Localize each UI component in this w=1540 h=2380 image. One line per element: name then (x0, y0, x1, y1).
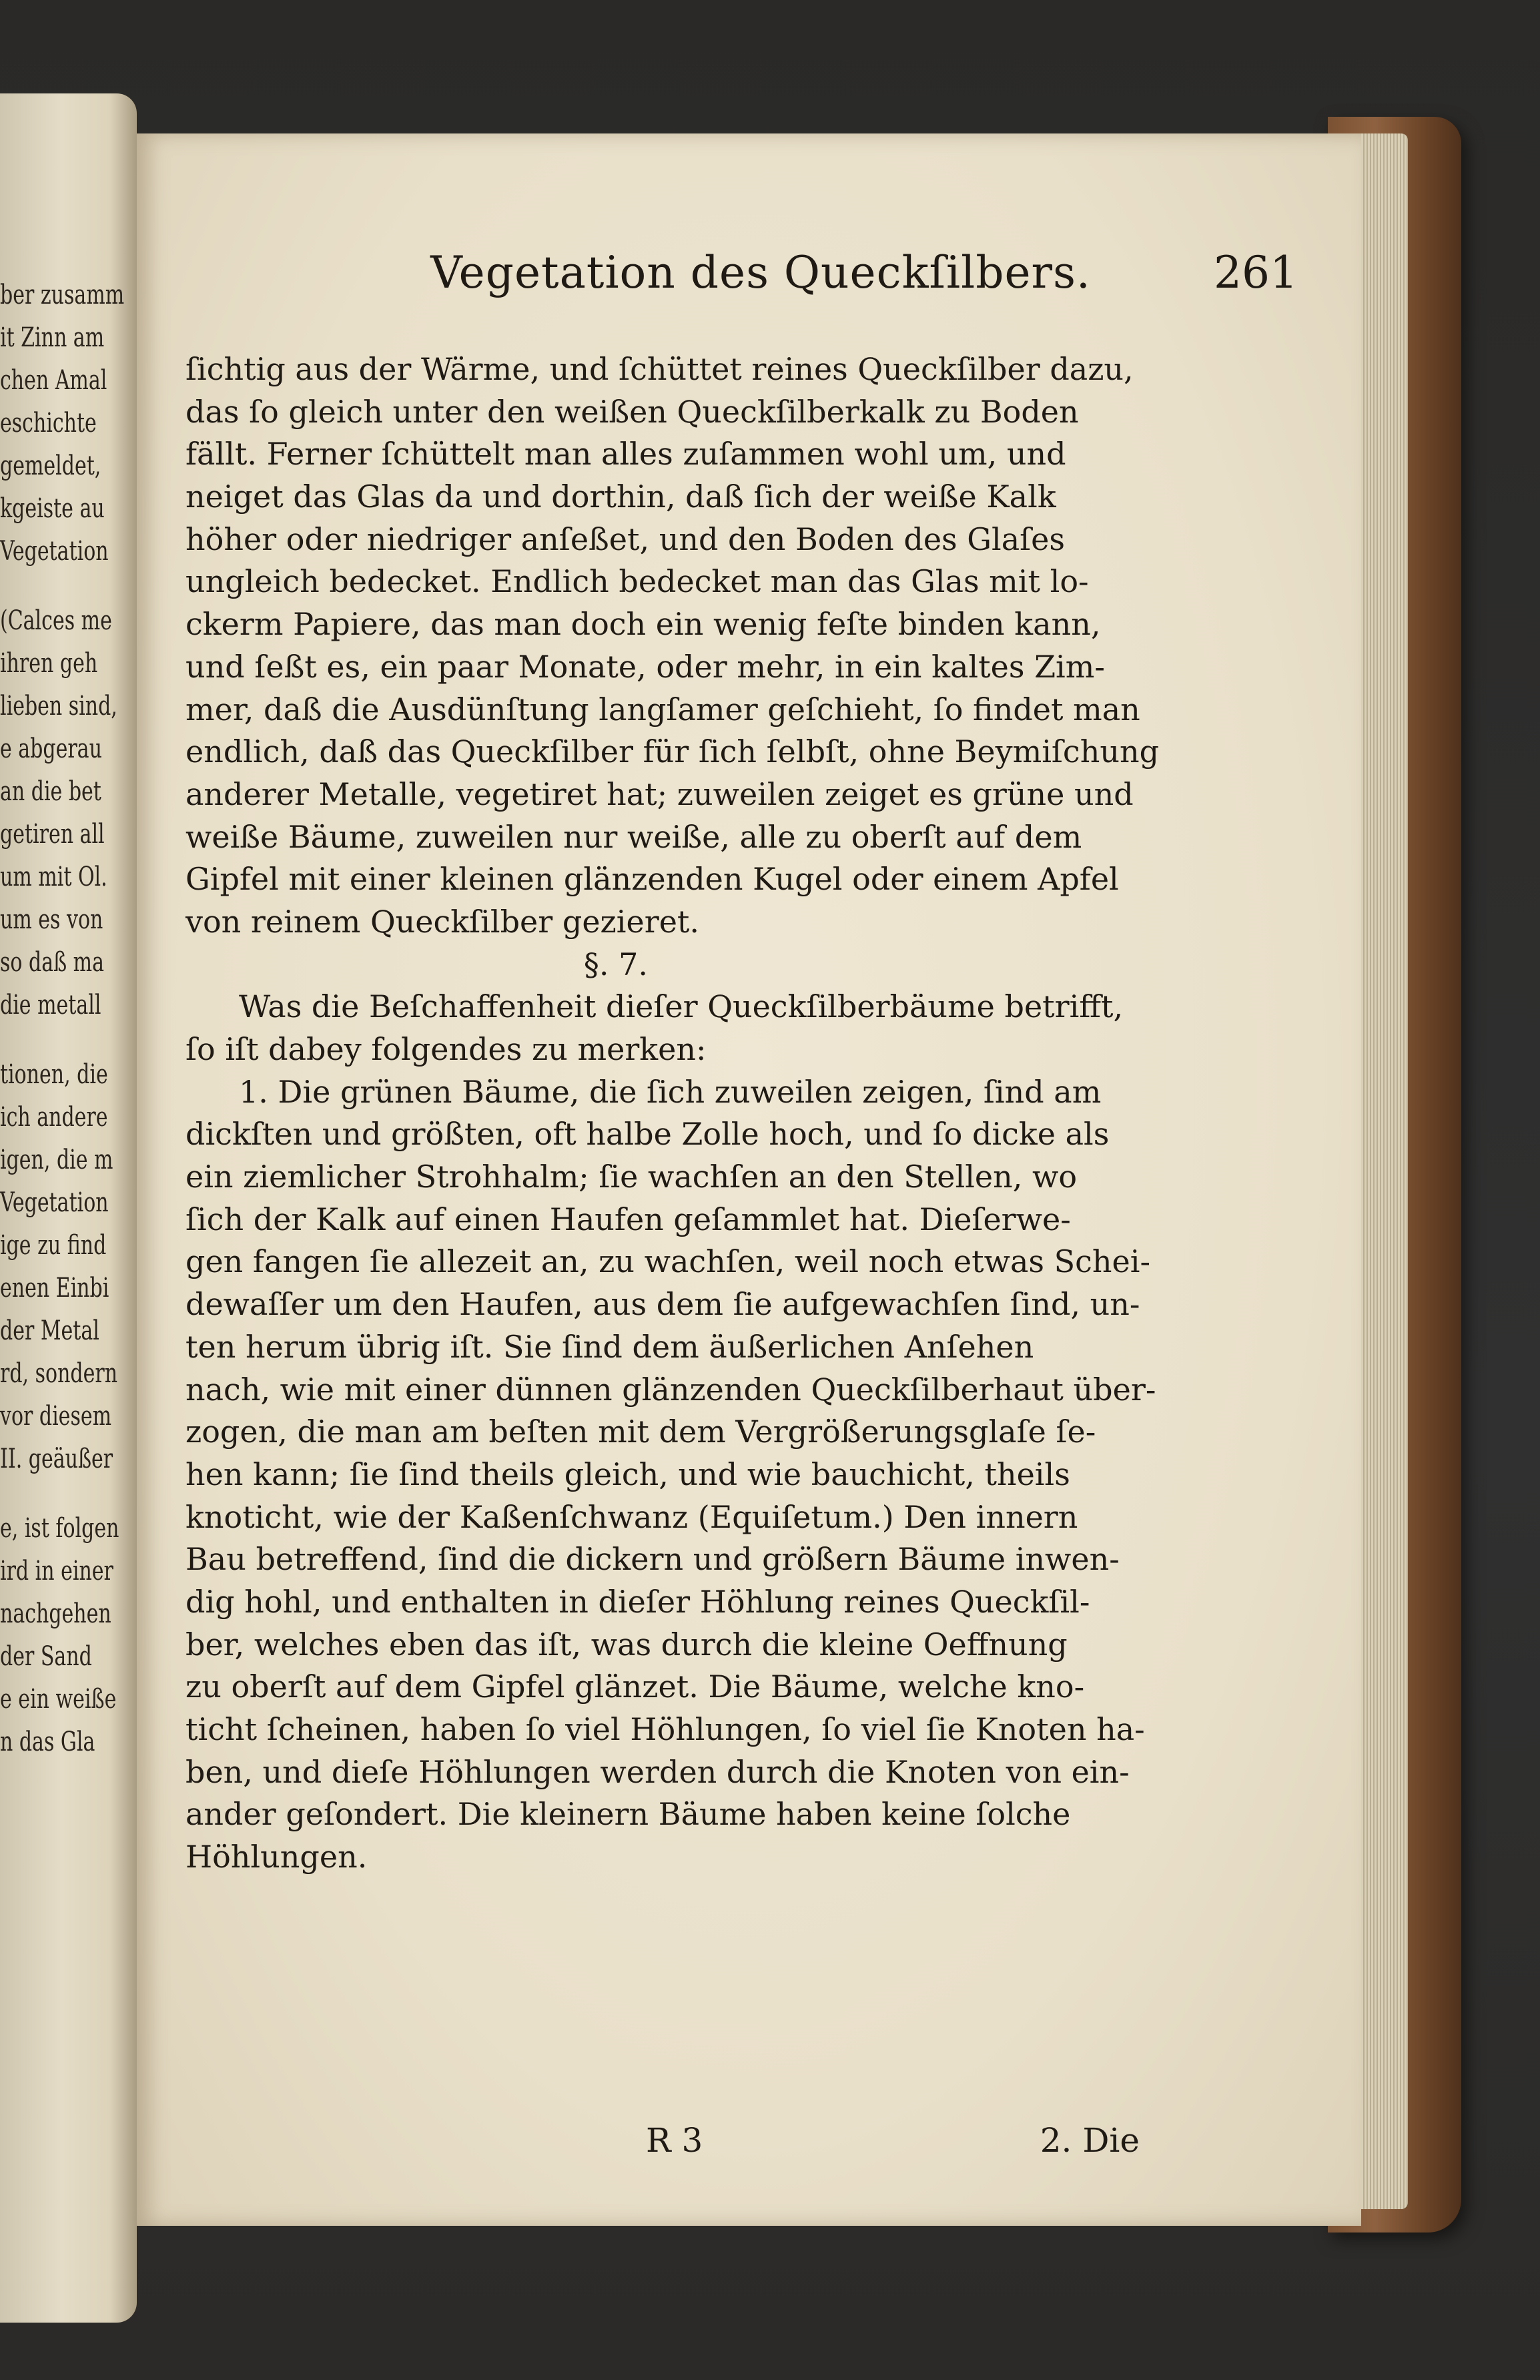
page-edges (1358, 133, 1408, 2209)
left-line: lieben sind, (0, 691, 117, 721)
left-line: gemeldet, (0, 451, 101, 481)
left-line: Vegetation (0, 1187, 109, 1218)
text-line: hen kann; ſie ſind theils gleich, und wie bauchicht, theils (185, 1456, 1070, 1492)
text-line: höher oder niedriger anſeßet, und den Boden des Glaſes (185, 521, 1066, 557)
text-line: und ſeßt es, ein paar Monate, oder mehr, in ein kaltes Zim- (185, 648, 1105, 685)
left-line: kgeiste au (0, 493, 105, 524)
left-line: ber zusamm (0, 280, 125, 310)
page-body (185, 348, 1160, 1879)
left-line: ige zu find (0, 1230, 107, 1261)
left-line: ich andere (0, 1102, 108, 1133)
text-line: nach, wie mit einer dünnen glänzenden Queckſilberhaut über- (185, 1371, 1156, 1408)
section-heading: §. 7. (583, 946, 649, 982)
text-line: von reinem Queckſilber gezieret. (185, 903, 700, 940)
text-line: gen fangen ſie allezeit an, zu wachſen, weil noch etwas Schei- (185, 1243, 1151, 1280)
left-line: der Sand (0, 1641, 92, 1672)
page-footer (185, 2121, 1140, 2168)
text-line: Bau betreffend, ſind die dickern und größern Bäume inwen- (185, 1541, 1120, 1578)
text-line: ander geſondert. Die kleinern Bäume haben keine ſolche (185, 1796, 1071, 1833)
left-line: tionen, die (0, 1059, 108, 1090)
page-number: 261 (1214, 247, 1298, 298)
left-line: um mit Ol. (0, 862, 107, 892)
left-line: um es von (0, 904, 103, 935)
text-line: Höhlungen. (185, 1839, 368, 1875)
catchword: 2. Die (1040, 2121, 1140, 2160)
left-line: rd, sondern (0, 1358, 118, 1389)
left-line: getiren all (0, 819, 105, 850)
left-line: chen Amal (0, 365, 107, 396)
running-title: Vegetation des Queckſilbers. (430, 247, 1091, 298)
left-line: vor diesem (0, 1401, 112, 1432)
text-line: ungleich bedecket. Endlich bedecket man das Glas mit lo- (185, 563, 1089, 600)
left-line: nachgehen (0, 1598, 111, 1629)
text-line: zu oberſt auf dem Gipfel glänzet. Die Bäume, welche kno- (185, 1669, 1085, 1705)
left-line: e abgerau (0, 733, 102, 764)
text-line: anderer Metalle, vegetiret hat; zuweilen zeiget es grüne und (185, 776, 1134, 812)
text-line: ten herum übrig iſt. Sie ſind dem äußerlichen Anſehen (185, 1328, 1034, 1365)
left-page-fragment (0, 93, 137, 2323)
text-line: dewaſſer um den Haufen, aus dem ſie aufgewachſen ſind, un- (185, 1286, 1140, 1323)
left-line: ihren geh (0, 648, 98, 679)
left-line: die metall (0, 990, 101, 1020)
left-line: der Metal (0, 1315, 99, 1346)
left-line: so daß ma (0, 947, 104, 978)
left-page-text (0, 274, 125, 1763)
text-line: weiße Bäume, zuweilen nur weiße, alle zu oberſt auf dem (185, 818, 1082, 855)
text-line: dig hohl, und enthalten in dieſer Höhlung reines Queckſil- (185, 1583, 1090, 1620)
text-line: 1. Die grünen Bäume, die ſich zuweilen zeigen, ſind am (239, 1073, 1102, 1110)
left-line: an die bet (0, 776, 101, 807)
signature-mark: R 3 (646, 2121, 703, 2160)
left-line: (Calces me (0, 605, 112, 636)
text-line: ein ziemlicher Strohhalm; ſie wachſen an den Stellen, wo (185, 1159, 1078, 1195)
text-line: das ſo gleich unter den weißen Queckſilberkalk zu Boden (185, 393, 1079, 430)
left-line: Vegetation (0, 536, 109, 567)
book-page (137, 133, 1361, 2226)
text-line: ckerm Papiere, das man doch ein wenig feſte binden kann, (185, 606, 1101, 643)
left-line: eschichte (0, 408, 97, 438)
text-line: fällt. Ferner ſchüttelt man alles zuſammen wohl um, und (185, 436, 1066, 473)
left-line: igen, die m (0, 1145, 113, 1175)
left-line: II. geäußer (0, 1444, 113, 1474)
text-line: zogen, die man am beſten mit dem Vergrößerungsglaſe ſe- (185, 1414, 1096, 1450)
text-line: ſich der Kalk auf einen Haufen geſammlet hat. Dieſerwe- (185, 1201, 1071, 1237)
left-line: enen Einbi (0, 1273, 109, 1303)
text-line: Was die Beſchaffenheit dieſer Queckſilberbäume betrifft, (239, 988, 1124, 1025)
left-line: it Zinn am (0, 322, 105, 353)
text-line: knoticht, wie der Kaßenſchwanz (Equiſetum.) Den innern (185, 1498, 1078, 1535)
left-line: ird in einer (0, 1556, 113, 1586)
text-line: ticht ſcheinen, haben ſo viel Höhlungen, ſo viel ſie Knoten ha- (185, 1711, 1145, 1747)
left-line: n das Gla (0, 1727, 95, 1757)
text-line: Gipfel mit einer kleinen glänzenden Kugel oder einem Apfel (185, 861, 1119, 898)
text-line: ber, welches eben das iſt, was durch die kleine Oeffnung (185, 1626, 1068, 1663)
text-line: ſichtig aus der Wärme, und ſchüttet reines Queckſilber dazu, (185, 351, 1134, 387)
text-line: ben, und dieſe Höhlungen werden durch die Knoten von ein- (185, 1753, 1130, 1790)
left-line: e ein weiße (0, 1684, 117, 1715)
left-line: e, ist folgen (0, 1513, 119, 1544)
text-line: neiget das Glas da und dorthin, daß ſich der weiße Kalk (185, 479, 1056, 515)
text-line: ſo iſt dabey folgendes zu merken: (185, 1031, 707, 1067)
text-line: mer, daß die Ausdünſtung langſamer geſchieht, ſo findet man (185, 691, 1140, 727)
text-line: dickſten und größten, oft halbe Zolle hoch, und ſo dicke als (185, 1116, 1110, 1153)
text-line: endlich, daß das Queckſilber für ſich ſelbſt, ohne Beymiſchung (185, 733, 1160, 770)
